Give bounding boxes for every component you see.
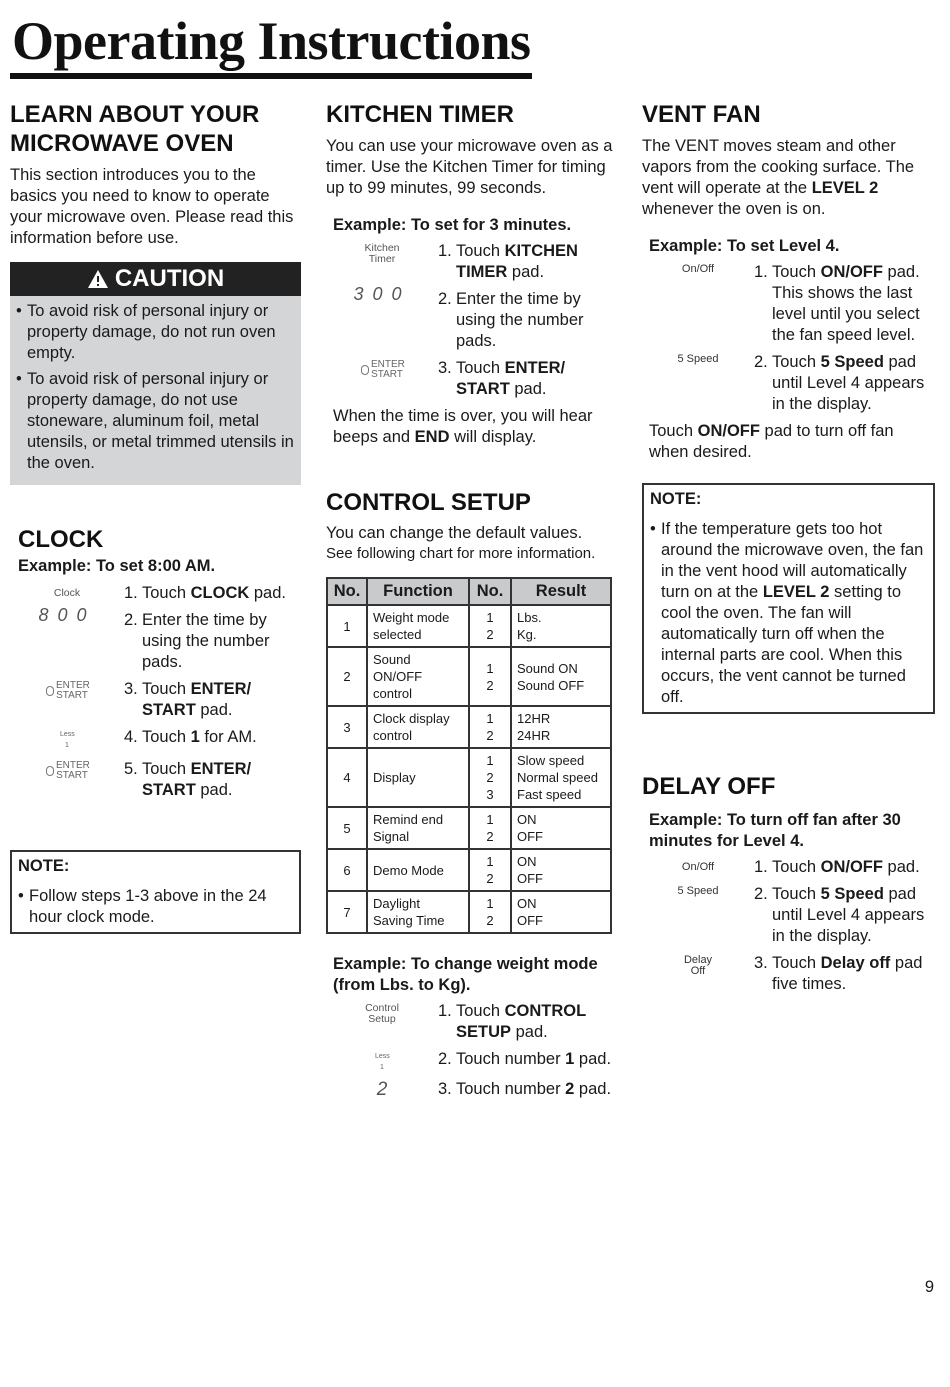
fan-speed-icon: 5 Speed bbox=[677, 353, 719, 365]
option-number: 2 bbox=[486, 871, 494, 886]
note-title: NOTE: bbox=[650, 490, 702, 508]
step-text: Touch 5 Speed pad until Level 4 appears in the display. bbox=[772, 885, 925, 945]
number-two-icon: 2 bbox=[376, 1079, 388, 1100]
learn-heading-line2: MICROWAVE OVEN bbox=[10, 130, 234, 157]
caution-title: CAUTION bbox=[114, 265, 225, 292]
result-value: Normal speed bbox=[517, 770, 598, 785]
option-number: 1 bbox=[486, 610, 494, 625]
step-number: 4. bbox=[124, 728, 138, 746]
kitchen-timer-icon: Kitchen Timer bbox=[364, 242, 400, 265]
step-number: 2. bbox=[124, 611, 138, 629]
learn-heading bbox=[10, 100, 301, 158]
row-number: 1 bbox=[327, 605, 367, 647]
step-text: Touch 5 Speed pad until Level 4 appears in the display. bbox=[772, 353, 925, 413]
row-results bbox=[511, 849, 611, 891]
option-number: 1 bbox=[486, 896, 494, 911]
column-middle bbox=[326, 100, 616, 1106]
page-title: Operating Instructions bbox=[12, 11, 531, 71]
timer-steps bbox=[326, 241, 616, 400]
result-value: OFF bbox=[517, 829, 543, 844]
number-one-icon: Less 1 bbox=[375, 1053, 390, 1071]
timer-step bbox=[326, 284, 616, 352]
vent-intro: The VENT moves steam and other vapors from the cooking surface. The vent will operate at the LEVEL 2 whenever the oven is on. bbox=[642, 137, 915, 218]
step-text: Touch number 2 pad. bbox=[456, 1080, 612, 1098]
row-results bbox=[511, 891, 611, 933]
row-function: Sound ON/OFF control bbox=[367, 647, 469, 706]
delay-step bbox=[642, 884, 937, 947]
clock-step bbox=[10, 605, 301, 673]
timer-intro: You can use your microwave oven as a timer. Use the Kitchen Timer for timing up to 99 minutes, 99 seconds. bbox=[326, 137, 613, 197]
enter-start-icon: ENTER START bbox=[326, 358, 438, 380]
header-function: Function bbox=[367, 578, 469, 605]
step-text: Touch CONTROL SETUP pad. bbox=[456, 1002, 586, 1041]
column-right bbox=[642, 100, 937, 1001]
setup-intro: You can change the default values. bbox=[326, 524, 583, 542]
clock-step bbox=[10, 679, 301, 721]
timer-heading: KITCHEN TIMER bbox=[326, 101, 514, 128]
row-results bbox=[511, 647, 611, 706]
setup-step bbox=[326, 1049, 616, 1073]
delay-heading: DELAY OFF bbox=[642, 773, 776, 800]
result-value: 24HR bbox=[517, 728, 551, 743]
row-number: 7 bbox=[327, 891, 367, 933]
step-text: Touch ON/OFF pad. This shows the last level until you select the fan speed level. bbox=[772, 263, 920, 344]
delay-off-icon: Delay Off bbox=[683, 954, 713, 977]
enter-start-icon: ENTER START bbox=[10, 759, 124, 781]
header-result: Result bbox=[511, 578, 611, 605]
step-number: 1. bbox=[124, 584, 138, 602]
option-number: 1 bbox=[486, 660, 494, 676]
timer-end-text: When the time is over, you will hear beeps and END will display. bbox=[333, 407, 593, 446]
caution-list bbox=[10, 296, 301, 485]
result-value: OFF bbox=[517, 871, 543, 886]
column-left bbox=[10, 100, 301, 934]
row-results bbox=[511, 748, 611, 807]
step-text: Enter the time by using the number pads. bbox=[456, 290, 584, 350]
warning-icon bbox=[87, 269, 109, 289]
step-text: Touch CLOCK pad. bbox=[142, 584, 286, 602]
learn-intro: This section introduces you to the basics you need to know to operate your microwave oven. Please read this information before use. bbox=[10, 166, 294, 247]
row-results bbox=[511, 706, 611, 748]
row-function: Clock display control bbox=[367, 706, 469, 748]
vent-off-text: Touch ON/OFF pad to turn off fan when desired. bbox=[649, 422, 894, 461]
vent-note-box bbox=[642, 483, 935, 714]
option-number: 1 bbox=[486, 753, 494, 768]
row-number: 2 bbox=[327, 647, 367, 706]
row-function: Weight mode selected bbox=[367, 605, 469, 647]
vent-heading: VENT FAN bbox=[642, 101, 761, 128]
step-text: Touch Delay off pad five times. bbox=[772, 954, 923, 993]
clock-note-box bbox=[10, 850, 301, 934]
option-number: 1 bbox=[486, 854, 494, 869]
step-text: Enter the time by using the number pads. bbox=[142, 611, 270, 671]
result-value: OFF bbox=[517, 913, 543, 928]
row-results bbox=[511, 605, 611, 647]
setup-intro-2: See following chart for more information. bbox=[326, 545, 596, 562]
row-function: Remind end Signal bbox=[367, 807, 469, 849]
table-row bbox=[327, 849, 611, 891]
step-number: 2. bbox=[438, 290, 452, 308]
fan-speed-icon: 5 Speed bbox=[677, 885, 719, 897]
timer-example: Example: To set for 3 minutes. bbox=[333, 216, 572, 234]
delay-step bbox=[642, 953, 937, 995]
option-number: 2 bbox=[486, 677, 494, 693]
vent-step bbox=[642, 262, 937, 346]
table-header-row bbox=[327, 578, 611, 605]
result-value: Slow speed bbox=[517, 753, 585, 768]
table-row bbox=[327, 706, 611, 748]
on-off-icon: On/Off bbox=[681, 263, 715, 275]
clock-step bbox=[10, 727, 301, 751]
step-text: Touch ENTER/ START pad. bbox=[142, 680, 252, 719]
number-display-icon: 800 bbox=[38, 605, 96, 625]
row-function: Daylight Saving Time bbox=[367, 891, 469, 933]
timer-step bbox=[326, 358, 616, 400]
step-number: 3. bbox=[754, 954, 768, 972]
option-number: 3 bbox=[486, 787, 494, 802]
row-results bbox=[511, 807, 611, 849]
caution-header bbox=[10, 262, 301, 296]
result-value: Sound ON bbox=[517, 660, 578, 676]
setup-step bbox=[326, 1001, 616, 1043]
control-setup-table bbox=[326, 577, 612, 934]
step-text: Touch ON/OFF pad. bbox=[772, 858, 920, 876]
vent-steps bbox=[642, 262, 937, 415]
clock-step bbox=[10, 759, 301, 801]
option-number: 2 bbox=[486, 627, 494, 642]
caution-item: • To avoid risk of personal injury or property damage, do not use stoneware, aluminum foil, metal utensils, or metal trimmed utensils in the oven. bbox=[16, 369, 295, 474]
step-number: 2. bbox=[438, 1050, 452, 1068]
option-number: 1 bbox=[486, 812, 494, 827]
clock-step bbox=[10, 583, 301, 604]
control-setup-icon: Control Setup bbox=[365, 1002, 399, 1025]
step-text: Touch ENTER/ START pad. bbox=[142, 760, 252, 799]
vent-note: • If the temperature gets too hot around the microwave oven, the fan in the vent hood will automatically turn on at the LEVEL 2 setting to cool the oven. The fan will automatically turn off when the internal parts are cool. When this occurs, the vent cannot be turned off. bbox=[650, 519, 927, 708]
step-number: 1. bbox=[754, 263, 768, 281]
step-text: Touch number 1 pad. bbox=[456, 1050, 612, 1068]
clock-note: • Follow steps 1-3 above in the 24 hour clock mode. bbox=[18, 886, 293, 928]
row-number: 6 bbox=[327, 849, 367, 891]
setup-steps bbox=[326, 1001, 616, 1100]
table-row bbox=[327, 891, 611, 933]
title-divider bbox=[10, 73, 532, 79]
setup-example: Example: To change weight mode (from Lbs. to Kg). bbox=[333, 955, 598, 994]
header-option-no: No. bbox=[469, 578, 511, 605]
vent-example: Example: To set Level 4. bbox=[649, 237, 840, 255]
clock-section bbox=[10, 525, 301, 801]
result-value: ON bbox=[517, 896, 537, 911]
row-options bbox=[469, 891, 511, 933]
delay-steps bbox=[642, 857, 937, 995]
result-value: Fast speed bbox=[517, 787, 582, 802]
clock-example: Example: To set 8:00 AM. bbox=[18, 557, 216, 575]
enter-start-icon: ENTER START bbox=[10, 679, 124, 701]
row-number: 3 bbox=[327, 706, 367, 748]
table-row bbox=[327, 647, 611, 706]
delay-example: Example: To turn off fan after 30 minutes for Level 4. bbox=[649, 811, 901, 850]
result-value: 12HR bbox=[517, 711, 551, 726]
caution-box bbox=[10, 262, 301, 485]
row-options bbox=[469, 807, 511, 849]
step-text: Touch KITCHEN TIMER pad. bbox=[456, 242, 578, 281]
step-number: 3. bbox=[438, 359, 452, 377]
option-number: 1 bbox=[486, 711, 494, 726]
caution-item: • To avoid risk of personal injury or property damage, do not run oven empty. bbox=[16, 301, 295, 364]
row-function: Demo Mode bbox=[367, 849, 469, 891]
step-number: 1. bbox=[438, 242, 452, 260]
row-options bbox=[469, 748, 511, 807]
note-title: NOTE: bbox=[18, 857, 70, 875]
step-number: 1. bbox=[438, 1002, 452, 1020]
step-text: Touch 1 for AM. bbox=[142, 728, 257, 746]
clock-pad-icon: Clock bbox=[53, 587, 81, 599]
row-number: 4 bbox=[327, 748, 367, 807]
clock-steps bbox=[10, 583, 301, 801]
result-value: Lbs. bbox=[517, 610, 542, 625]
result-value: ON bbox=[517, 812, 537, 827]
option-number: 2 bbox=[486, 913, 494, 928]
setup-heading: CONTROL SETUP bbox=[326, 489, 531, 516]
clock-heading: CLOCK bbox=[18, 526, 104, 553]
row-options bbox=[469, 605, 511, 647]
learn-heading-line1: LEARN ABOUT YOUR bbox=[10, 101, 260, 128]
result-value: ON bbox=[517, 854, 537, 869]
step-number: 3. bbox=[124, 680, 138, 698]
result-value: Kg. bbox=[517, 627, 537, 642]
row-options bbox=[469, 706, 511, 748]
table-row bbox=[327, 605, 611, 647]
row-options bbox=[469, 849, 511, 891]
step-text: Touch ENTER/ START pad. bbox=[456, 359, 566, 398]
timer-step bbox=[326, 241, 616, 283]
on-off-icon: On/Off bbox=[681, 861, 715, 873]
vent-step bbox=[642, 352, 937, 415]
step-number: 3. bbox=[438, 1080, 452, 1098]
result-value: Sound OFF bbox=[517, 677, 585, 693]
step-number: 2. bbox=[754, 353, 768, 371]
option-number: 2 bbox=[486, 770, 494, 785]
step-number: 2. bbox=[754, 885, 768, 903]
page-number: 9 bbox=[924, 1278, 934, 1296]
row-number: 5 bbox=[327, 807, 367, 849]
row-function: Display bbox=[367, 748, 469, 807]
step-number: 1. bbox=[754, 858, 768, 876]
header-no: No. bbox=[327, 578, 367, 605]
row-options bbox=[469, 647, 511, 706]
number-one-icon: Less 1 bbox=[60, 731, 75, 749]
step-number: 5. bbox=[124, 760, 138, 778]
option-number: 2 bbox=[486, 829, 494, 844]
table-row bbox=[327, 748, 611, 807]
setup-step bbox=[326, 1079, 616, 1100]
table-row bbox=[327, 807, 611, 849]
number-display-icon: 300 bbox=[353, 284, 411, 304]
delay-step bbox=[642, 857, 937, 878]
option-number: 2 bbox=[486, 728, 494, 743]
